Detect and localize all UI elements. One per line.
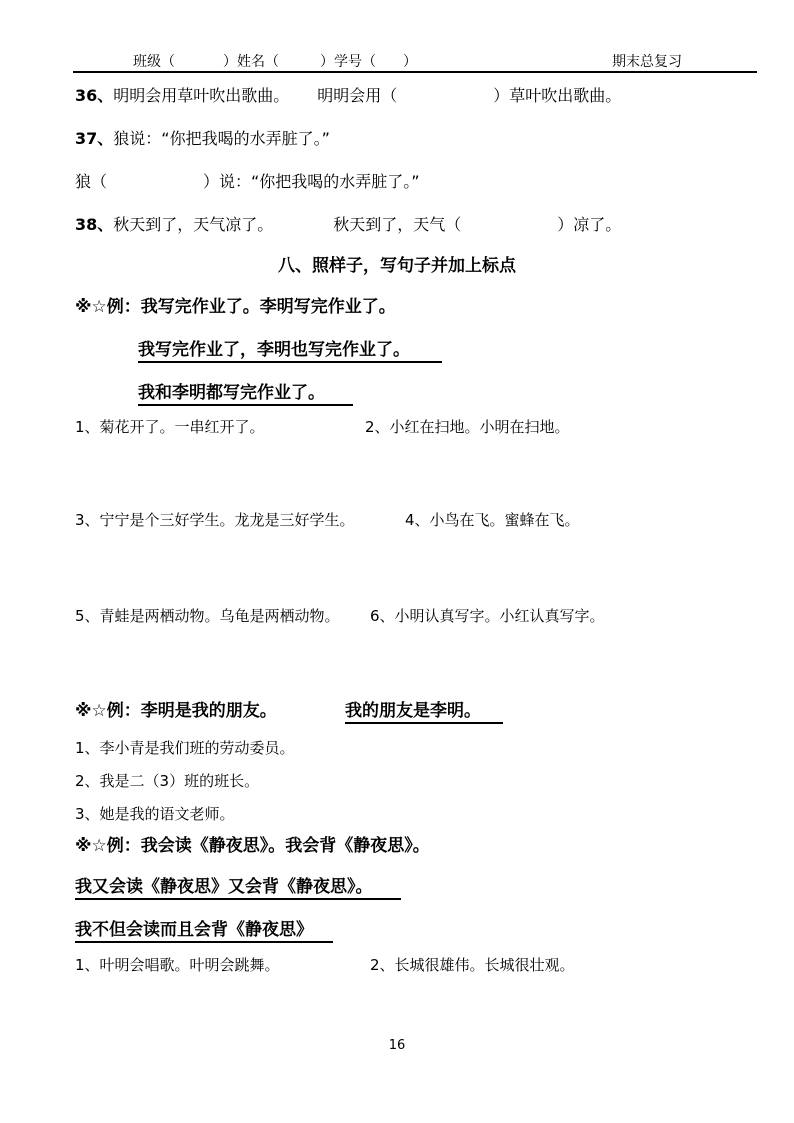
question-fill-blank: 狼（ ）说：“你把我喝的水弄脏了。” [75, 172, 420, 191]
page-number: 16 [388, 1038, 406, 1053]
question-text: 秋天到了，天气凉了。 [113, 215, 274, 234]
practice-row [75, 607, 605, 626]
practice-item: 4、小鸟在飞。蜜蜂在飞。 [405, 511, 580, 529]
header-name-field: ）姓名（ [223, 54, 279, 70]
question-text: 狼说：“你把我喝的水弄脏了。” [113, 129, 330, 148]
example-1-answer-1 [138, 340, 442, 363]
answer-text: 我和李明都写完作业了。 [138, 383, 353, 406]
answer-text: 我不但会读而且会背《静夜思》 [75, 920, 333, 943]
practice-row [75, 956, 575, 975]
practice-row [75, 511, 580, 530]
header-rule [73, 71, 757, 73]
list-item: 2、我是二（3）班的班长。 [75, 772, 260, 790]
example-2-answer [345, 701, 503, 724]
practice-item: 2、长城很雄伟。长城很壮观。 [370, 956, 575, 974]
example-label: ※☆例： [75, 701, 141, 721]
answer-text: 我写完作业了，李明也写完作业了。 [138, 340, 442, 363]
example-1 [75, 297, 396, 318]
example-3-answer-2 [75, 920, 333, 943]
example-3 [75, 836, 430, 857]
header-title: 期末总复习 [612, 54, 682, 70]
example-1-answer-2 [138, 383, 353, 406]
example-text: 我写完作业了。李明写完作业了。 [140, 297, 396, 317]
question-37-rewrite [75, 172, 420, 192]
practice-item: 2、小红在扫地。小明在扫地。 [365, 418, 570, 436]
practice-item: 1、菊花开了。一串红开了。 [75, 418, 265, 436]
question-number: 38、 [75, 215, 114, 234]
question-number: 37、 [75, 129, 114, 148]
question-text: 明明会用草叶吹出歌曲。 [113, 86, 290, 105]
example-label: ※☆例： [75, 836, 141, 856]
answer-text: 我又会读《静夜思》又会背《静夜思》。 [75, 877, 401, 900]
question-number: 36、 [75, 86, 114, 105]
practice-item: 5、青蛙是两栖动物。乌龟是两栖动物。 [75, 607, 340, 625]
example-3-answer-1 [75, 877, 401, 900]
example-label: ※☆例： [75, 297, 141, 317]
section-heading: 八、照样子，写句子并加上标点 [278, 256, 516, 276]
practice-row [75, 418, 570, 437]
list-item: 1、李小青是我们班的劳动委员。 [75, 739, 295, 757]
answer-text: 我的朋友是李明。 [345, 701, 503, 724]
example-2 [75, 701, 277, 722]
question-36 [75, 86, 621, 106]
list-item: 3、她是我的语文老师。 [75, 805, 235, 823]
header-paren-close: ） [403, 54, 417, 70]
example-text: 李明是我的朋友。 [140, 701, 277, 721]
header-student-id-field: ）学号（ [320, 54, 376, 70]
question-fill-blank: 秋天到了，天气（ ）凉了。 [333, 215, 622, 234]
header-class-field: 班级（ [133, 54, 175, 70]
question-38 [75, 215, 621, 235]
practice-item: 1、叶明会唱歌。叶明会跳舞。 [75, 956, 280, 974]
question-37 [75, 129, 330, 149]
example-text: 我会读《静夜思》。我会背《静夜思》。 [140, 836, 430, 856]
question-fill-blank: 明明会用（ ）草叶吹出歌曲。 [317, 86, 622, 105]
practice-item: 6、小明认真写字。小红认真写字。 [370, 607, 605, 625]
practice-item: 3、宁宁是个三好学生。龙龙是三好学生。 [75, 511, 355, 529]
